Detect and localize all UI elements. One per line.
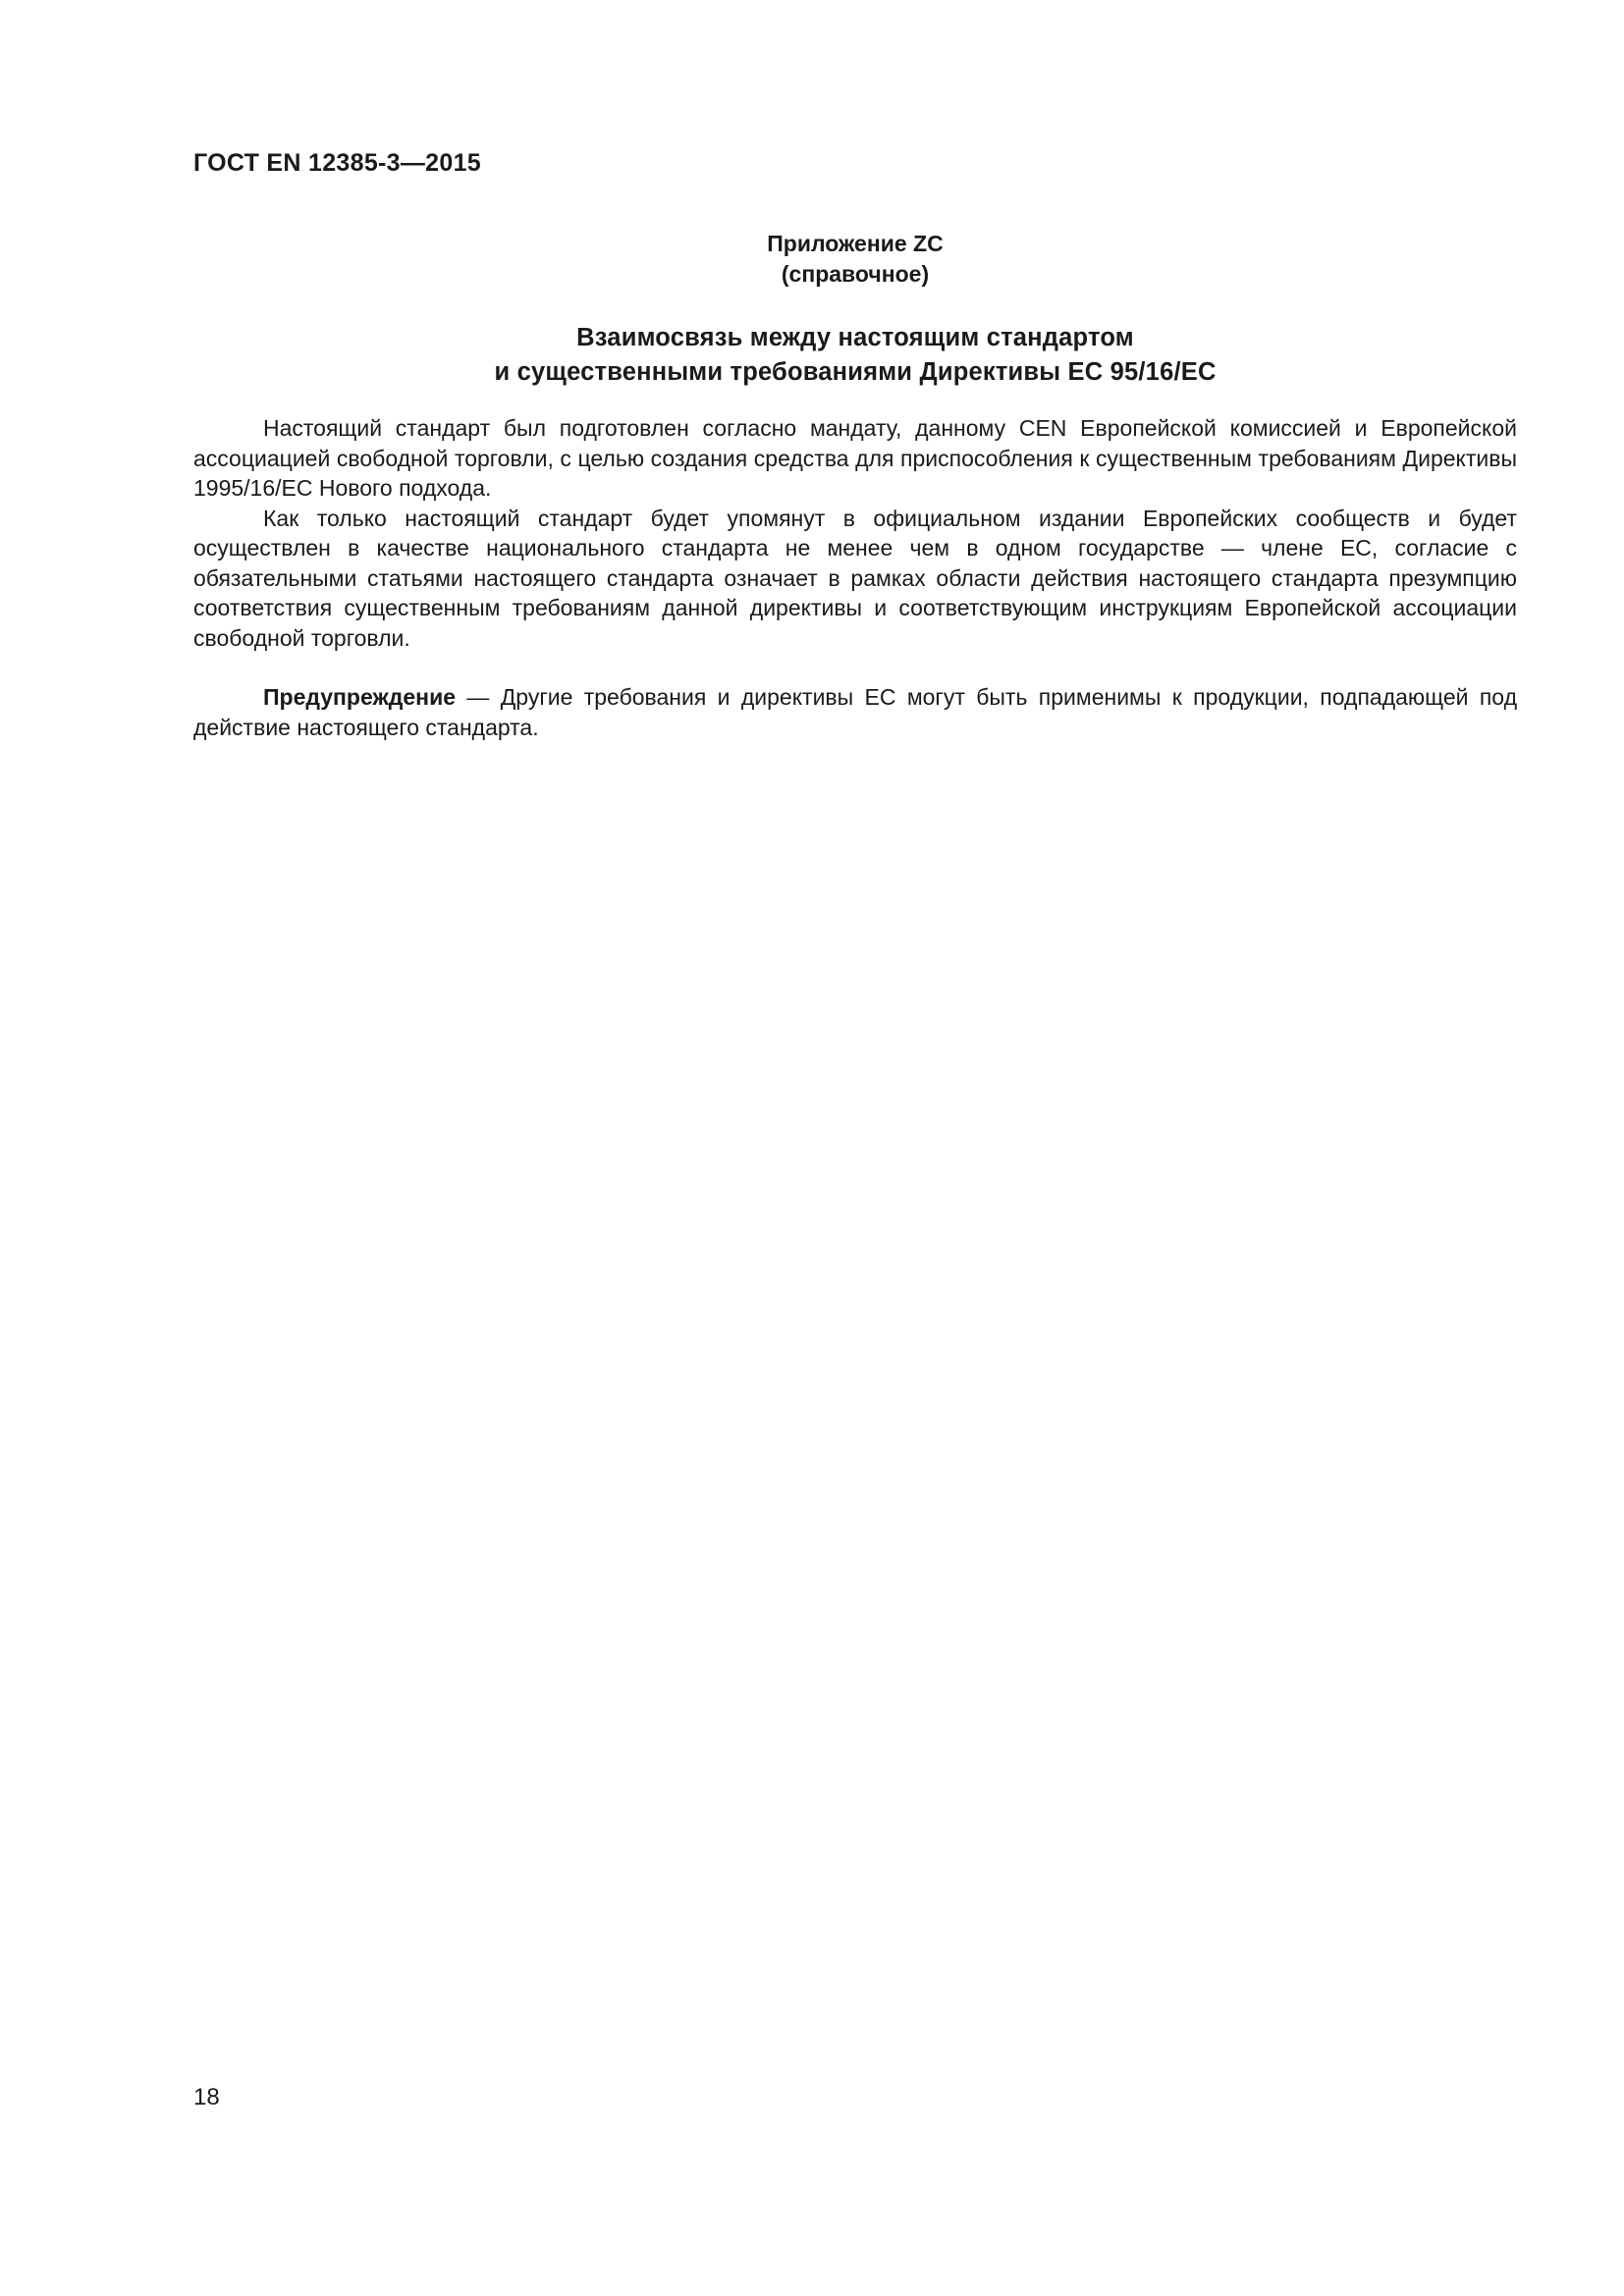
warning-label: Предупреждение bbox=[263, 684, 456, 710]
annex-title bbox=[193, 321, 1517, 390]
annex-title-line1: Взаимосвязь между настоящим стандартом bbox=[576, 324, 1134, 351]
body-paragraph: Настоящий стандарт был подготовлен согласно мандату, данному CEN Европейской комиссией и Европейской ассоциацией свободной торговли, с целью создания средства для приспособления к существенным требованиям Директивы 1995/16/ЕС Нового подхода. bbox=[193, 415, 1517, 501]
annex-heading bbox=[193, 229, 1517, 290]
document-number-header: ГОСТ EN 12385-3—2015 bbox=[193, 149, 481, 177]
annex-label: Приложение ZC bbox=[767, 231, 944, 256]
page-number: 18 bbox=[193, 2084, 220, 2110]
warning-text: — Другие требования и директивы ЕС могут быть применимы к продукции, подпадающей под действие настоящего стандарта. bbox=[193, 684, 1517, 740]
annex-body bbox=[193, 413, 1517, 742]
body-paragraph: Как только настоящий стандарт будет упомянут в официальном издании Европейских сообществ и будет осуществлен в качестве национального стандарта не менее чем в одном государстве — члене ЕС, согласие с обязательными статьями настоящего стандарта означает в рамках области действия настоящего стандарта презумпцию соответствия существенным требованиям данной директивы и соответствующим инструкциям Европейской ассоциации свободной торговли. bbox=[193, 505, 1517, 651]
annex-status: (справочное) bbox=[781, 261, 930, 287]
warning-paragraph bbox=[193, 682, 1517, 742]
annex-title-line2: и существенными требованиями Директивы ЕС 95/16/ЕС bbox=[494, 358, 1217, 386]
